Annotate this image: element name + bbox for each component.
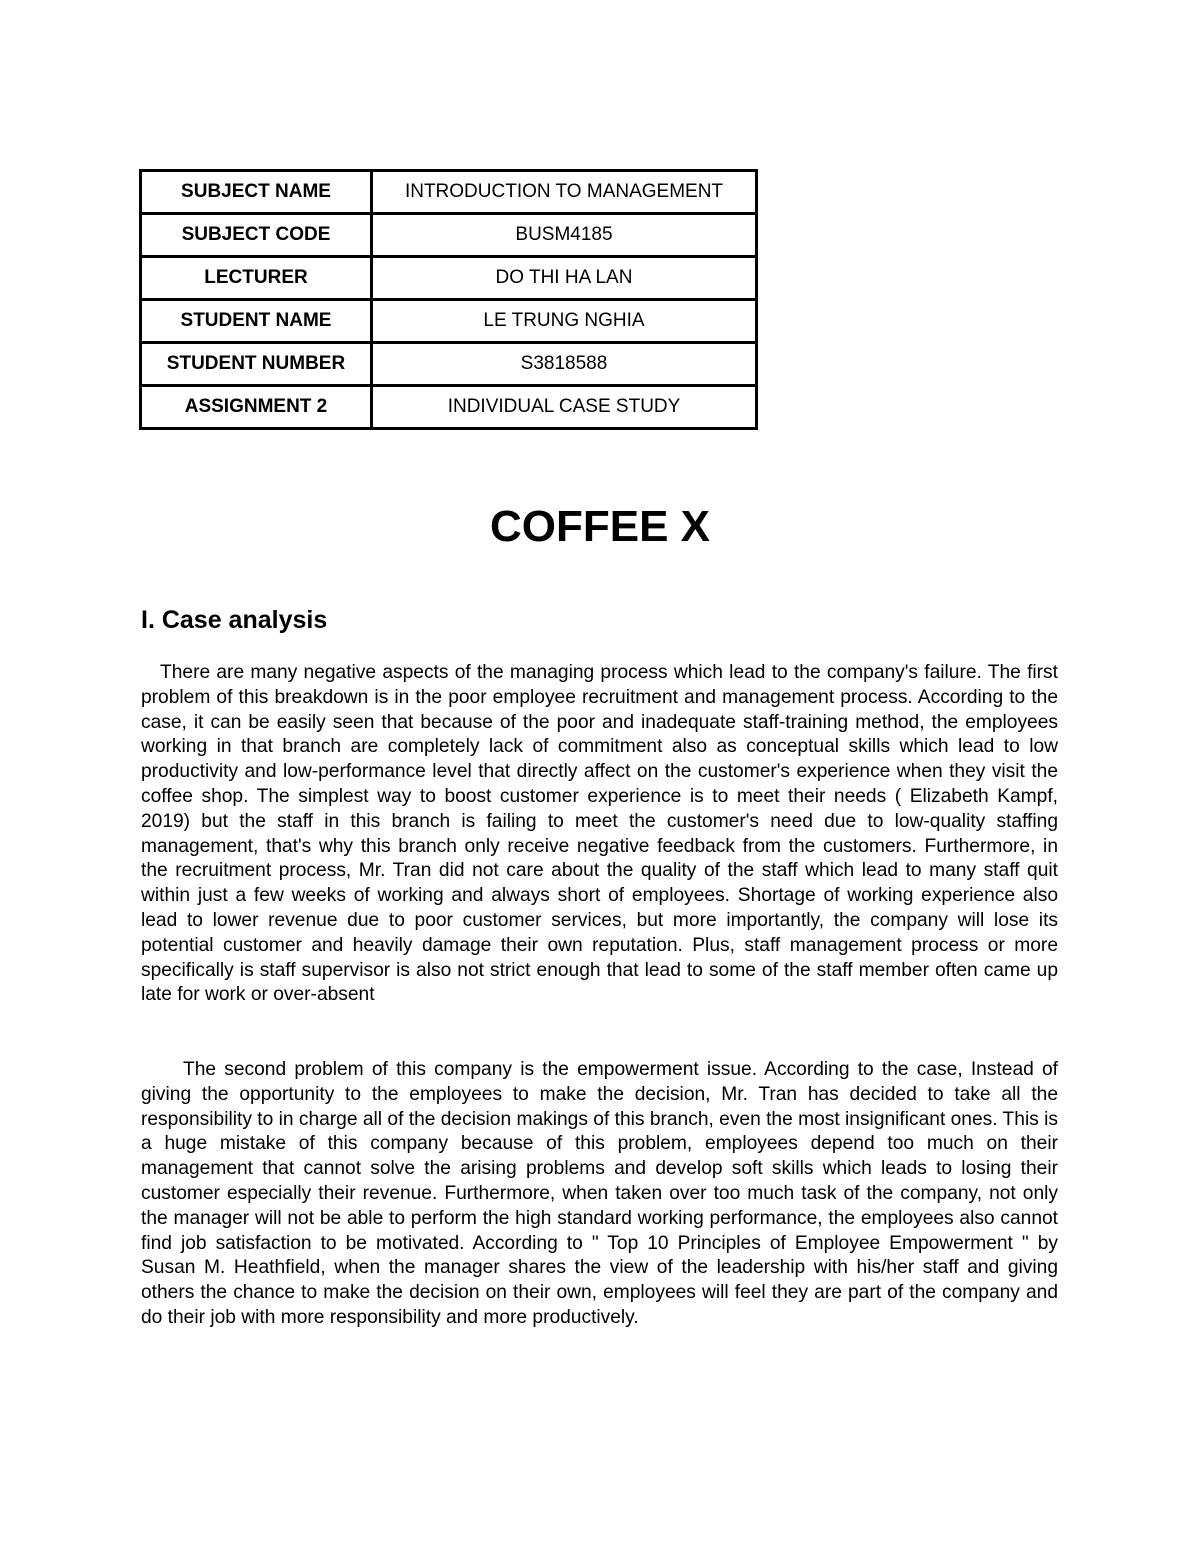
body-paragraph-1: There are many negative aspects of the managing process which lead to the company's failure. The first problem of this breakdown is in the poor employee recruitment and management process. According to the case, it can be easily seen that because of the poor and inadequate staff-training method, the employees working in that branch are completely lack of commitment also as conceptual skills which lead to low productivity and low-performance level that directly affect on the customer's experience when they visit the coffee shop. The simplest way to boost customer experience is to meet their needs ( Elizabeth Kampf, 2019) but the staff in this branch is failing to meet the customer's need due to low-quality staffing management, that's why this branch only receive negative feedback from the customers. Furthermore, in the recruitment process, Mr. Tran did not care about the quality of the staff which lead to many staff quit within just a few weeks of working and always short of employees. Shortage of working experience also lead to lower revenue due to poor customer services, but more importantly, the company will lose its potential customer and heavily damage their own reputation. Plus, staff management process or more specifically is staff supervisor is also not strict enough that lead to some of the staff member often came up late for work or over-absent [141, 662, 1058, 1006]
document-title: COFFEE X [489, 502, 711, 551]
section-heading: I. Case analysis [141, 606, 328, 634]
student-number-label: STUDENT NUMBER [141, 343, 372, 386]
table-row [141, 214, 757, 257]
lecturer-value: DO THI HA LAN [372, 257, 757, 300]
student-name-label: STUDENT NAME [141, 300, 372, 343]
assignment-label: ASSIGNMENT 2 [141, 386, 372, 429]
subject-name-label: SUBJECT NAME [141, 171, 372, 214]
table-row [141, 386, 757, 429]
table-row [141, 257, 757, 300]
student-name-value: LE TRUNG NGHIA [372, 300, 757, 343]
cover-info-table [139, 169, 758, 430]
body-paragraph-2: The second problem of this company is the empowerment issue. According to the case, Instead of giving the opportunity to the employees to make the decision, Mr. Tran has decided to take all the responsibility to in charge all of the decision makings of this branch, even the most insignificant ones. This is a huge mistake of this company because of this problem, employees depend too much on their management that cannot solve the arising problems and develop soft skills which leads to losing their customer especially their revenue. Furthermore, when taken over too much task of the company, not only the manager will not be able to perform the high standard working performance, the employees also cannot find job satisfaction to be motivated. According to " Top 10 Principles of Employee Empowerment " by Susan M. Heathfield, when the manager shares the view of the leadership with his/her staff and giving others the chance to make the decision on their own, employees will feel they are part of the company and do their job with more responsibility and more productively. [141, 1059, 1058, 1328]
subject-name-value: INTRODUCTION TO MANAGEMENT [372, 171, 757, 214]
table-row [141, 300, 757, 343]
student-number-value: S3818588 [372, 343, 757, 386]
table-row [141, 171, 757, 214]
subject-code-label: SUBJECT CODE [141, 214, 372, 257]
table-row [141, 343, 757, 386]
assignment-value: INDIVIDUAL CASE STUDY [372, 386, 757, 429]
lecturer-label: LECTURER [141, 257, 372, 300]
subject-code-value: BUSM4185 [372, 214, 757, 257]
